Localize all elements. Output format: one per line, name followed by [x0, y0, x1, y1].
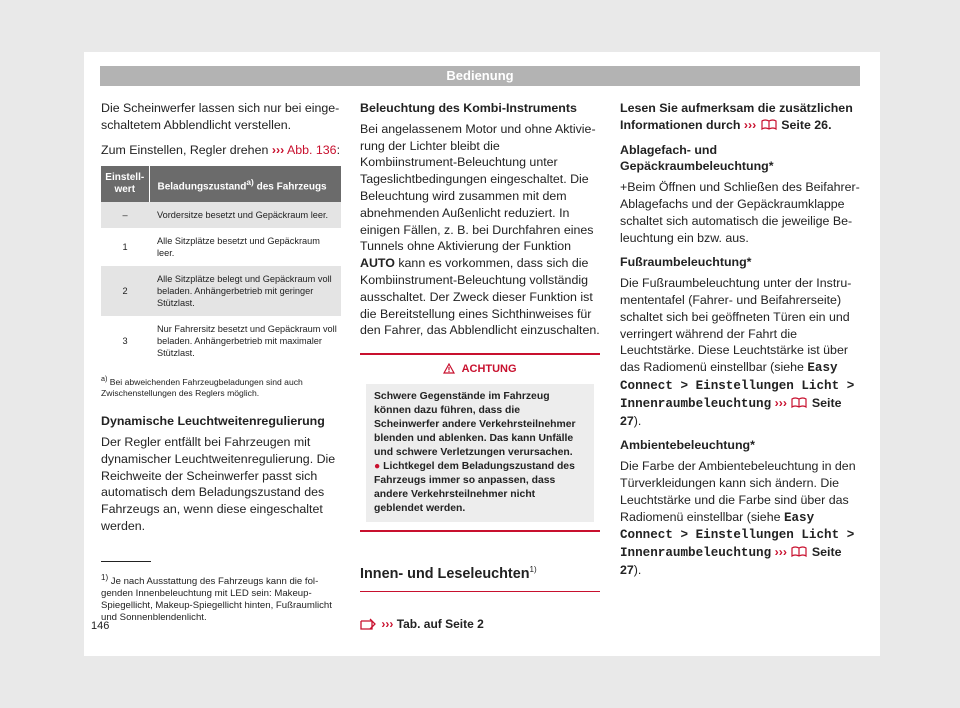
table-header-value: Einstell-wert [101, 166, 149, 202]
table-footnote: $^{a)}$ Bei abweichenden Fahrzeugbeladungen sind auch Zwischenstellungen des Reglers möglich. [101, 375, 303, 399]
ablage-text: +Beim Öffnen und Schließen des Beifahrer-Ablagefachs und der Gepäckraumklappe schaltet sich automatisch die jeweilige Beleuchtung ein bzw. aus. [620, 180, 860, 245]
warning-title: ACHTUNG [360, 355, 600, 384]
warning-bullet: ● Lichtkegel dem Beladungszustand des Fahrzeugs immer so anpassen, dass andere Verkehrsteilnehmer nicht geblendet werden. [374, 460, 575, 514]
column-right [620, 100, 862, 587]
page-number: 146 [91, 620, 110, 632]
column-middle [360, 100, 600, 632]
ambiente-text: Die Farbe der Ambientebeleuchtung in den Türverkleidungen kann sich ändern. Die Leuchtstärke und die Farbe sind über das Radiomenü einstellbar (siehe Easy Connect > Einstellungen Licht > Innenraumbeleuchtung ››› Seite 27). [620, 459, 856, 577]
page-header: Bedienung [100, 66, 860, 86]
table-header-load: Beladungszustand$^{a)}$ des Fahrzeugs [149, 166, 341, 202]
dynamic-heading: Dynamische Leuchtweitenregulierung [101, 414, 325, 429]
ambiente-heading: Ambientebeleuchtung* [620, 438, 755, 453]
table-row: 2 Alle Sitzplätze belegt und Gepäckraum voll beladen. Anhängerbetrieb mit geringer Stützlast. [101, 266, 341, 316]
page-footnote: $^{1)}$ Je nach Ausstattung des Fahrzeugs kann die folgenden Innenbeleuchtung mit LED sein: Makeup-Spiegellicht, Makeup-Spiegellicht hinten, Fußraumlicht und Sonnenblendenlicht. [101, 573, 332, 624]
cluster-heading: Beleuchtung des Kombi-Instruments [360, 101, 577, 115]
table-link-icon [360, 618, 378, 630]
book-icon [760, 118, 778, 131]
dynamic-text: Der Regler entfällt bei Fahrzeugen mit dynamischer Leuchtweitenregulierung. Die Reichweite der Scheinwerfer passt sich automatisch dem Beladungszustand des Fahrzeugs an, wenn diese eingeschaltet werden. [101, 435, 336, 534]
fuss-text: Die Fußraumbeleuchtung unter der Instrumententafel (Fahrer- und Beifahrerseite) schaltet sich bei geöffneten Türen ein und verringert während der Fahrt die Leuchtstärke. Diese Leuchtstärke ist über das Radiomenü einstellbar (siehe Easy Connect > Einstellungen Licht > Innenraumbeleuchtung ››› Seite 27). [620, 276, 855, 428]
table-row: 3 Nur Fahrersitz besetzt und Gepäckraum voll beladen. Anhängerbetrieb mit maximaler Stützlast. [122, 324, 337, 359]
footnote-rule [101, 561, 151, 562]
table-row: – Vordersitze besetzt und Gepäckraum leer. [101, 202, 341, 228]
warning-box [360, 353, 600, 532]
book-icon [790, 396, 808, 409]
table-row: 1 Alle Sitzplätze besetzt und Gepäckraum leer. [122, 236, 320, 259]
fuss-heading: Fußraumbeleuchtung* [620, 255, 752, 270]
section-title: Innen- und Leseleuchten$^{1)}$ [360, 562, 600, 592]
column-left [101, 100, 341, 543]
auto-symbol-icon: AUTO [360, 256, 395, 271]
cluster-text: Bei angelassenem Motor und ohne Aktivierung der Lichter bleibt die Kombiinstrument-Beleuchtung unter Tageslichtbedingungen eingeschaltet. Die Beleuchtung wird zusammen mit dem abnehmenden Außenlicht reduziert. In einigen Fällen, z. B. bei Durchfahren eines Tunnels ohne Aktivierung der Funktion AUTO kann es vorkommen, dass sich die Kombiinstrument-Beleuchtung vollständig ausschaltet. Der Zweck dieser Funktion ist die Bereitstellung eines Sichthinweises für den Fahrer, das Abblendlicht einzuschalten. [360, 121, 600, 338]
menu-path: Easy Connect > Einstellungen Licht > Innenraumbeleuchtung [620, 510, 855, 561]
load-settings-table [101, 166, 341, 366]
ablage-heading: Ablagefach- und Gepäckraumbeleuchtung* [620, 142, 774, 174]
adjust-instruction: Zum Einstellen, Regler drehen ››› Abb. 136: [101, 142, 341, 157]
note-reference: Lesen Sie aufmerksam die zusätzlichen Informationen durch ››› Seite 26. [620, 101, 853, 132]
menu-path: Easy Connect > Einstellungen Licht > Innenraumbeleuchtung [620, 361, 855, 411]
figure-link[interactable]: Abb. 136 [286, 142, 337, 157]
book-icon [790, 545, 808, 558]
warning-triangle-icon [443, 363, 455, 374]
chevron-icon: ››› [271, 142, 285, 157]
table-reference[interactable]: ››› Tab. auf Seite 2 [360, 616, 600, 633]
warning-body: Schwere Gegenstände im Fahrzeug können dazu führen, dass die Scheinwerfer andere Verkehrsteilnehmer blenden und ablenken. Das kann Unfälle und schwere Verletzungen verursachen. ● Lichtkegel dem Beladungszustand des Fahrzeugs immer so anpassen, dass andere Verkehrsteilnehmer nicht geblendet werden. [366, 384, 594, 522]
intro-paragraph: Die Scheinwerfer lassen sich nur bei eingeschaltetem Abblendlicht verstellen. [101, 101, 340, 132]
